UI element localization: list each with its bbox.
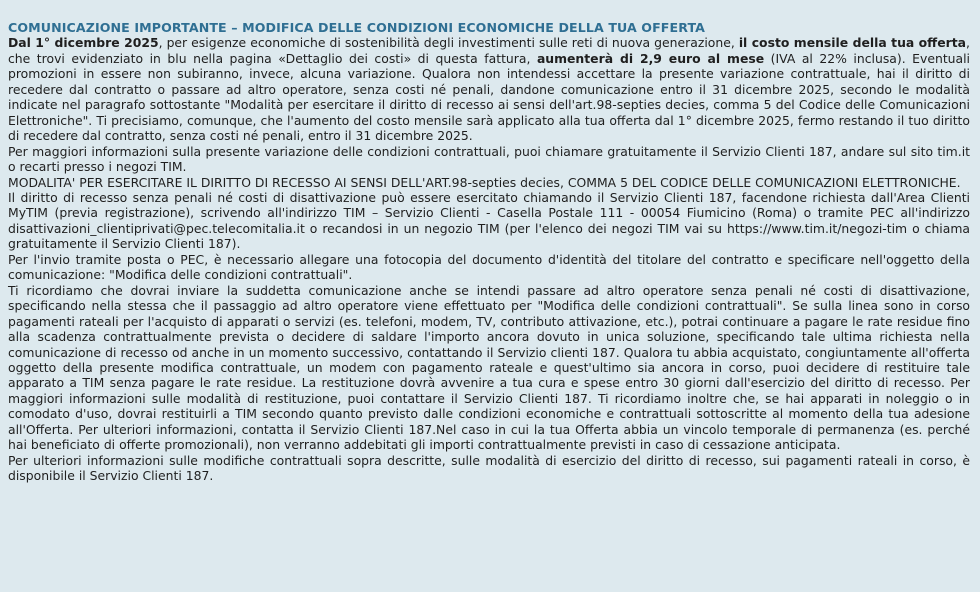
- notice-title: COMUNICAZIONE IMPORTANTE – MODIFICA DELLE CONDIZIONI ECONOMICHE DELLA TUA OFFERTA: [8, 20, 705, 35]
- increase-amount: aumenterà di 2,9 euro al mese: [536, 50, 765, 66]
- notice-paragraph-7: Per ulteriori informazioni sulle modifiche contrattuali sopra descritte, sulle modalità di esercizio del diritto di recesso, sui pagamenti rateali in corso, è disponibile il Servizio Clienti 187.: [8, 452, 970, 484]
- notice-paragraph-4: Il diritto di recesso senza penali né costi di disattivazione può essere esercitato chiamando il Servizio Clienti 187, facendone richiesta dall'Area Clienti MyTIM (previa registrazione), scrivendo all'indirizzo TIM – Servizio Clienti - Casella Postale 111 - 00054 Fiumicino (Roma) o tramite PEC all'indirizzo disattivazioni_clientiprivati@pec.telecomitalia.it o recandosi in un negozio TIM (per l'elenco dei negozi TIM vai su https://www.tim.it/negozi-tim o chiama gratuitamente il Servizio Clienti 187).: [8, 189, 970, 252]
- paragraph-1-text-b: , che trovi evidenziato in blu nella pagina «Dettaglio dei costi» di questa fattura,: [8, 35, 970, 66]
- notice-paragraph-5: Per l'invio tramite posta o PEC, è necessario allegare una fotocopia del documento d'identità del titolare del contratto e specificare nell'oggetto della comunicazione: "Modifica delle condizioni contrattuali".: [8, 251, 970, 283]
- effective-date: Dal 1° dicembre 2025: [8, 35, 159, 51]
- monthly-cost-emphasis: il costo mensile della tua offerta: [738, 35, 967, 51]
- notice-paragraph-2: Per maggiori informazioni sulla presente variazione delle condizioni contrattuali, puoi chiamare gratuitamente il Servizio Clienti 187, andare sul sito tim.it o recarti presso i negozi TIM.: [8, 143, 970, 175]
- paragraph-1-text-c: (IVA al 22% inclusa). Eventuali promozioni in essere non subiranno, invece, alcuna variazione. Qualora non intendessi accettare la presente variazione contrattuale, hai il diritto di recedere dal contratto o passare ad altro operatore, senza costi né penali, dandone comunicazione entro il 31 dicembre 2025, secondo le modalità indicate nel paragrafo sottostante "Modalità per esercitare il diritto di recesso ai sensi dell'art.98-septies decies, comma 5 del Codice delle Comunicazioni Elettroniche". Ti precisiamo, comunque, che l'aumento del costo mensile sarà applicato alla tua offerta dal 1° dicembre 2025, fermo restando il tuo diritto di recedere dal contratto, senza costi né penali, entro il 31 dicembre 2025.: [8, 50, 971, 144]
- notice-paragraph-1: [8, 35, 970, 143]
- withdrawal-section-heading: MODALITA' PER ESERCITARE IL DIRITTO DI RECESSO AI SENSI DELL'ART.98-septies decies, COMMA 5 DEL CODICE DELLE COMUNICAZIONI ELETTRONICHE.: [8, 174, 961, 190]
- paragraph-1-text-a: , per esigenze economiche di sostenibilità degli investimenti sulle reti di nuova generazione,: [158, 35, 739, 51]
- notice-paragraph-6: Ti ricordiamo che dovrai inviare la suddetta comunicazione anche se intendi passare ad altro operatore senza penali né costi di disattivazione, specificando nella stessa che il passaggio ad altro operatore viene effettuato per "Modifica delle condizioni contrattuali". Se sulla linea sono in corso pagamenti rateali per l'acquisto di apparati o servizi (es. telefoni, modem, TV, contributo attivazione, etc.), potrai continuare a pagare le rate residue fino alla scadenza contrattualmente prevista o decidere di saldare l'importo ancora dovuto in unica soluzione, specificando tale ultima richiesta nella comunicazione di recesso od anche in un momento successivo, contattando il Servizio clienti 187. Qualora tu abbia acquistato, congiuntamente all'offerta oggetto della presente modifica contrattuale, un modem con pagamento rateale e quest'ultimo sia ancora in corso, puoi decidere di restituire tale apparato a TIM senza pagare le rate residue. La restituzione dovrà avvenire a tua cura e spese entro 30 giorni dall'esercizio del diritto di recesso. Per maggiori informazioni sulle modalità di restituzione, puoi contattare il Servizio Clienti 187. Ti ricordiamo inoltre che, se hai apparati in noleggio o in comodato d'uso, dovrai restituirli a TIM secondo quanto previsto dalle condizioni economiche e contrattuali sottoscritte al momento della tua adesione all'Offerta. Per ulteriori informazioni, contatta il Servizio Clienti 187.Nel caso in cui la tua Offerta abbia un vincolo temporale di permanenza (es. perché hai beneficiato di offerte promozionali), non verranno addebitati gli importi contrattualmente previsti in caso di cessazione anticipata.: [8, 282, 970, 453]
